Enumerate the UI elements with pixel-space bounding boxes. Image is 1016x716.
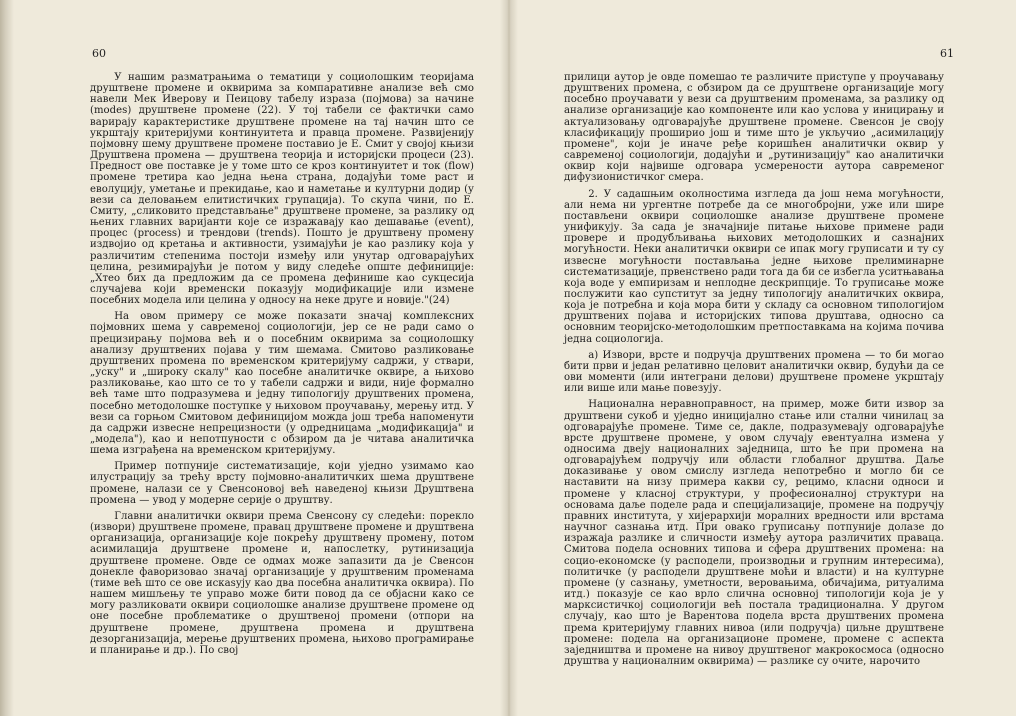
right-page <box>508 0 1016 716</box>
paragraph: прилици аутор је овде помешао те различите приступе у проучавању друштвених промена, с обзиром да се друштвене организације могу посебно проучавати у вези са друштвеним променама, за разлику од анализе организације као компоненте или као услова у иницирању и актуализовању одговарајуће друштвене промене. Свенсон је своју класификацију проширио још и тиме што је укључио „асимилацију промене", који је иначе ређе коришћен аналитички оквир у савременој социологији, додајући и „рутинизацију" као аналитички оквир који највише одговара усмерености аутора савременог дифузионистичког смера. <box>564 72 944 184</box>
paragraph: Национална неравноправност, на пример, може бити извор за друштвени сукоб и уједно иницијално стање или стални чинилац за одговарајуће промене. Тиме се, дакле, подразумевају одговарајуће врсте друштвене промене, у овом случају евентуална измена у односима двеју националних заједница, што ће при промена на одговарајућем подручју или области глобалног друштва. Даље доказивање у овом смислу изгледа непотребно и могло би се наставити на низу примера какви су, рецимо, класни односи и промене у класној структури, у професионалној структури на основама даље поделе рада и специјализације, промене на подручју правних института, у хијерархији моралних вредности или врстама научног сазнања итд. При овако груписању потпуније долазе до изражаја разлике и сличности између аутора различитих праваца. Смитова подела основних типова и сфера друштвених промена: на социо-економске (у расподели, производњи и групним интересима), политичке (у расподели друштвене моћи и власти) и на културне промене (у сазнању, уметности, веровањима, обичајима, ритуалима итд.) показује се као врло слична основној типологији која је у марксистичкој социологији већ постала традиционална. У другом случају, као што је Варентова подела врста друштвених промена према критеријуму главних нивоа (или подручја) циљне друштвене промене: подела на организационе промене, промене с аспекта заједништва и промене на нивоу друштвеног макрокосмоса (односно друштва у националним оквирима) — разлике су очите, нарочито <box>564 399 944 667</box>
paragraph: а) Извори, врсте и подручја друштвених промена — то би могао бити први и један релативно целовит аналитички оквир, будући да се ови моменти (или интеграни делови) друштвене промене укрштају или више или мање повезују. <box>564 349 944 395</box>
page-number: 60 <box>92 47 106 60</box>
paragraph: На овом примеру се може показати значај комплексних појмовних шема у савременој социологији, јер се не ради само о прецизирању појмова већ и о посебним оквирима за социолошку анализу друштвених појава у тим шемама. Смитово разликовање друштвених промена по временском критеријуму садржи, у ствари, „уску" и „широку скалу" као посебне аналитичке оквире, а њихово разликовање, као што се то у табели садржи и види, није формално већ таме што подразумева и једну типологију друштвених промена, посебно методолошке поступке у њиховом проучавању, мерењу итд. У вези са горњом Смитовом дефиницијом можда још треба напоменути да садржи извесне непрецизности (у одредницама „модификација" и „модела"), као и непотпуности с обзиром да је читава аналитичка шема изграђена на временском критеријуму. <box>90 311 474 457</box>
paragraph: У нашим разматрањима о тематици у социолошким теоријама друштвене промене и оквирима за компаративне анализе већ смо навели Мек Иверову и Пеицову табелу израза (појмова) за начине (modes) друштвене промене (22). У тој табели се фактички само варирају карактеристике друштвене промене на тај начин што се укрштају критеријуми континуитета и правца промене. Развијенију појмовну шему друштвене промене поставио је Е. Смит у својој књизи Друштвена промена — друштвена теорија и историјски процеси (23). Предност ове поставке је у томе што се кроз континуитет и ток (flow) промене третира као једна њена страна, додајући томе раст и еволуцију, уметање и прекидање, као и наметање и културни додир (у вези са деловањем елитистичких групација). То скупа чини, по Е. Смиту, „сликовито представљање" друштвене промене, за разлику од њених главних варијанти које се изражавају као дешавање (event), процес (process) и трендови (trends). Пошто је друштвену промену издвојио од кретања и активности, узимајући је као разлику која у различитим степенима постоји између или унутар одговарајућих целина, резимирајући је потом у виду следеће опште дефиниције: „Хтео бих да предложим да се промена дефинише као сукцесија случајева који временски показују модификације или измене посебних модела или целина у односу на неке друге и новије."(24) <box>90 72 474 307</box>
paragraph: 2. У садашњим околностима изгледа да још нема могућности, али нема ни ургентне потребе да се многобројни, уже или шире постављени оквири социолошке анализе друштвене промене унификују. За сада је значајније питање њихове примене ради провере и продубљивања њихових методолошких и сазнајних могућности. Неки аналитички оквири се ипак могу груписати и ту су извесне могућности постављања једне њихове прелиминарне систематизације, првенствено ради тога да би се избегла уситњавања која воде у емпиризам и неплодне дескрипције. То груписање може послужити као супститут за једну типологију аналитичких оквира, која је потребна и која мора бити у складу са основном типологијом друштвених појава и историјских типова друштава, односно са основним теоријско-методолошким претпоставкама на којима почива једна социологија. <box>564 188 944 345</box>
paragraph: Главни аналитички оквири према Свенсону су следећи: порекло (извори) друштвене промене, правац друштвене промене и друштвена организација, организације које покрећу друштвену промену, потом асимилација друштвене промене и, напослетку, рутинизација друштвене промене. Овде се одмах може запазити да је Свенсон донекле фаворизовао значај организације у друштвеним променама (тиме већ што се ове искаѕују као два посебна аналитичка оквира). По нашем мишљењу те управо може бити повод да се објасни како се могу разликовати оквири социолошке анализе друштвене промене од оне посебне проблематике о друштвеној промени (отпори на друштвене промене, друштвена промена и друштвена дезорганизација, мерење друштвених промена, њихово програмирање и планирање и др.). По свој <box>90 510 474 656</box>
page-number: 61 <box>940 47 954 60</box>
left-page-text <box>90 72 474 656</box>
page-edge-shadow <box>0 0 14 716</box>
right-page-text <box>564 72 944 667</box>
paragraph: Пример потпуније систематизације, који уједно узимамо као илустрацију за трећу врсту појмовно-аналитичких шема друштвене промене, налази се у Свенсоновој већ наведеној књизи Друштвена промена — увод у модерне серије о друштву. <box>90 461 474 506</box>
book-gutter <box>500 0 518 716</box>
